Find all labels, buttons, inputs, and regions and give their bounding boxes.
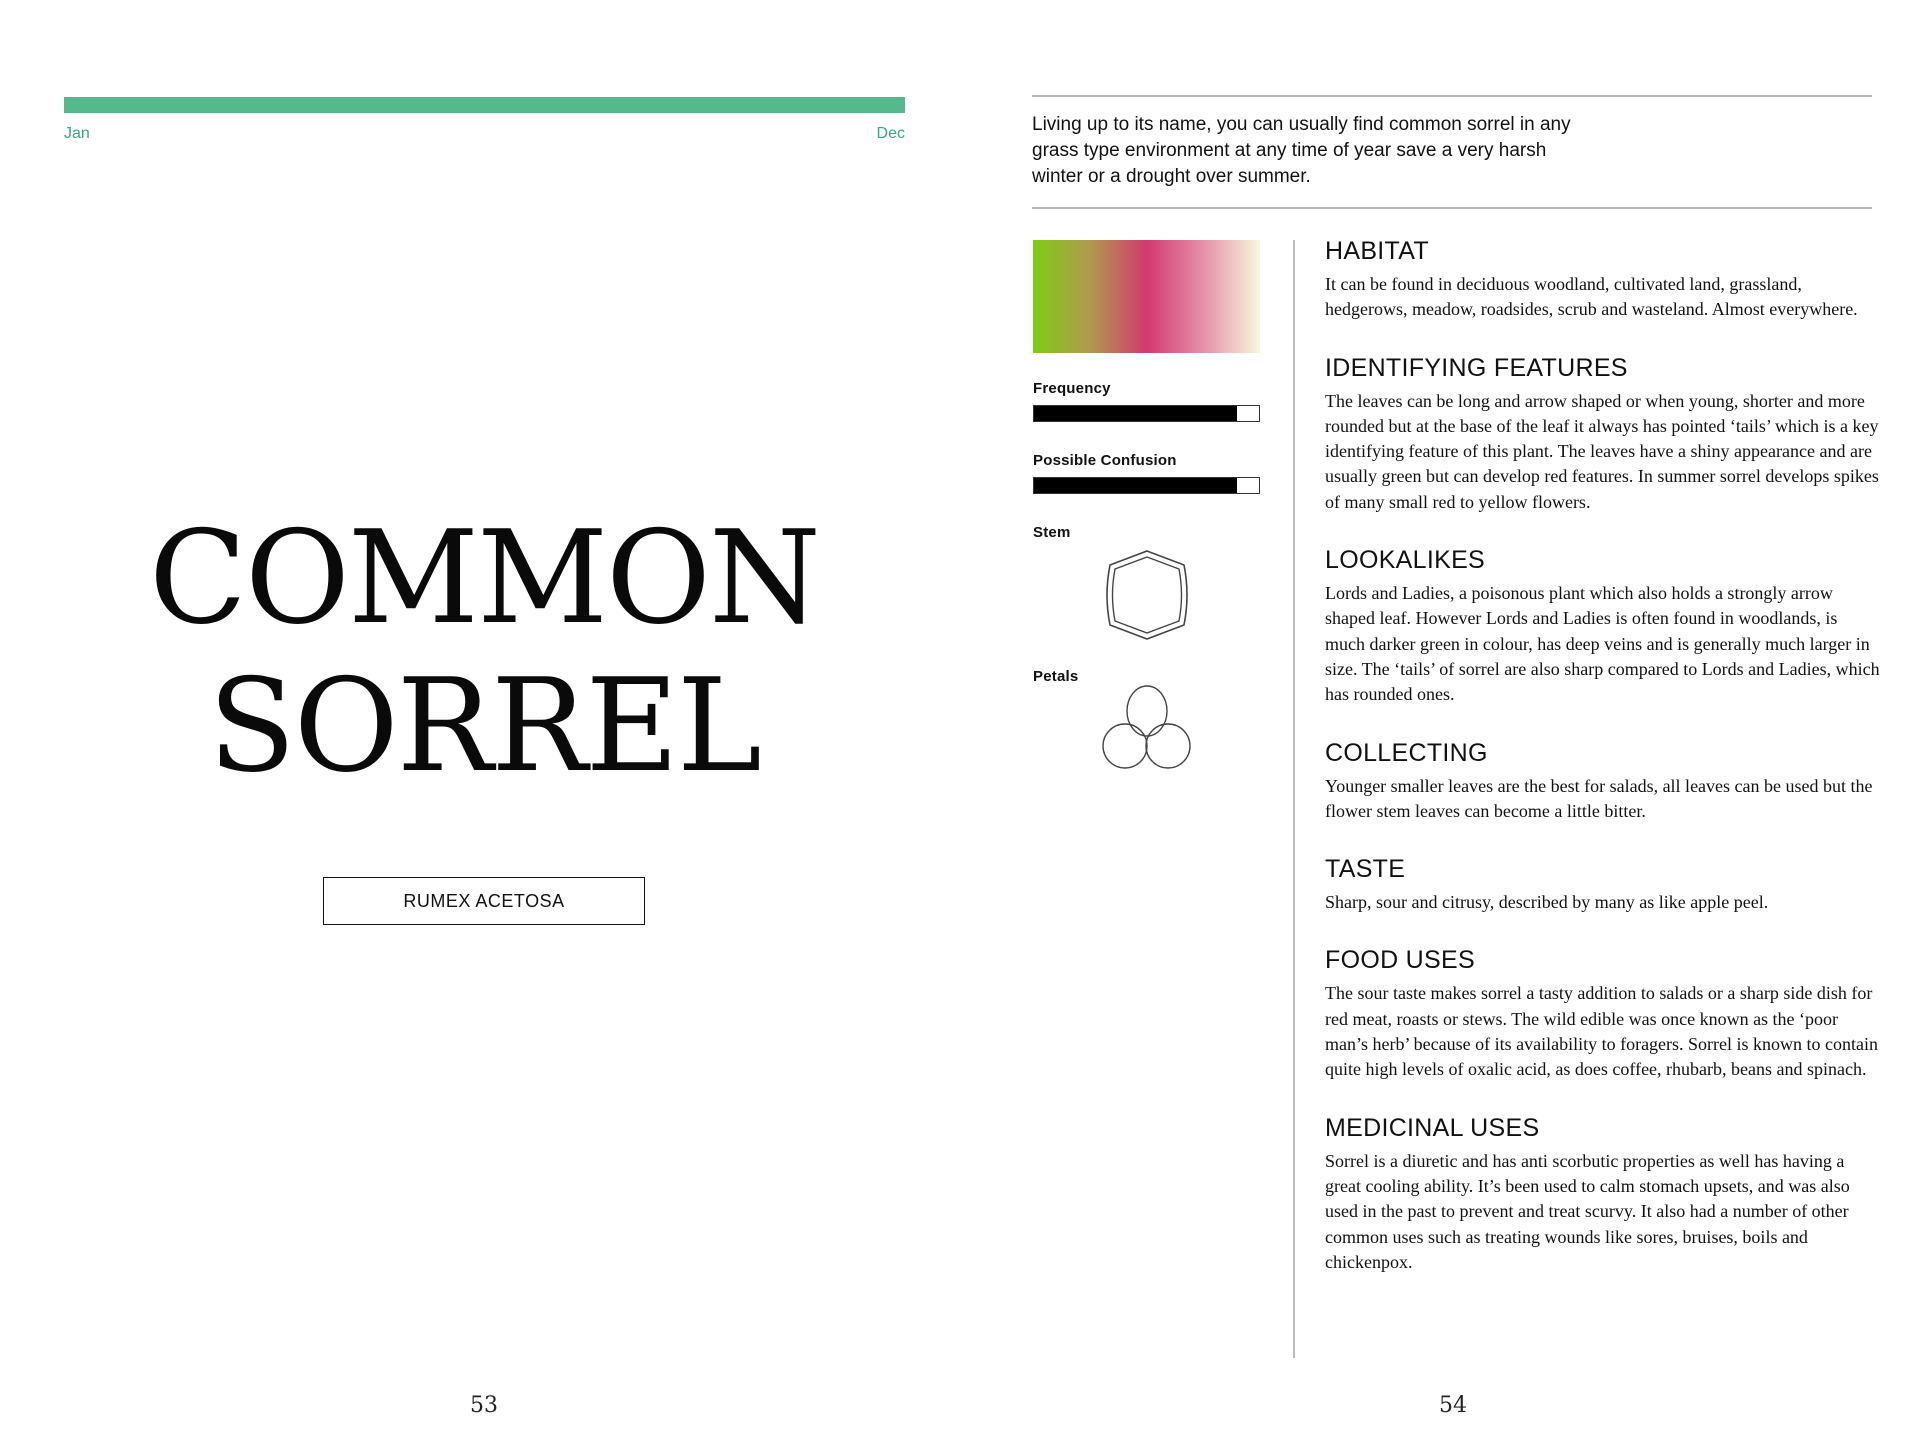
section-body: The leaves can be long and arrow shaped or when young, shorter and more rounded but at the base of the leaf it always has pointed ‘tails’ which is a key identifying feature of this plant. The leaves have a shiny appearance and are usually green but can develop red features. In summer sorrel develops spikes of many small red to yellow flowers. [1325,390,1879,512]
section-identifying-features [1325,353,1880,515]
section-heading: MEDICINAL USES [1325,1113,1540,1142]
section-food-uses [1325,945,1880,1082]
title-line-1: COMMON [149,504,819,653]
frequency-meter [1033,405,1260,422]
frequency-meter-fill [1034,406,1237,421]
hexagonal-stem-icon [1100,548,1194,642]
info-sections [1325,236,1880,1305]
intro-text: Living up to its name, you can usually find common sorrel in any grass type environment at any time of year save a very harsh winter or a drought over summer. [1032,114,1571,187]
section-heading: COLLECTING [1325,738,1488,767]
section-body: It can be found in deciduous woodland, cultivated land, grassland, hedgerows, meadow, roadsides, scrub and wasteland. Almost everywhere. [1325,274,1858,320]
section-body: The sour taste makes sorrel a tasty addition to salads or a sharp side dish for red meat, roasts or stews. The wild edible was once known as the ‘poor man’s herb’ because of its availability to foragers. Sorrel is known to contain quite high levels of oxalic acid, as does coffee, rhubarb, beans and spinach. [1325,983,1879,1080]
colour-swatch [1033,240,1260,353]
confusion-meter [1033,477,1260,494]
section-habitat [1325,236,1880,323]
confusion-meter-fill [1034,478,1237,493]
frequency-label: Frequency [1033,380,1111,397]
page-number-left: 53 [470,1393,498,1418]
season-bar [64,97,905,113]
section-body: Lords and Ladies, a poisonous plant which also holds a strongly arrow shaped leaf. However Lords and Ladies is often found in woodlands, is much darker green in colour, has deep veins and is generally much larger in size. The ‘tails’ of sorrel are also sharp compared to Lords and Ladies, which has rounded ones. [1325,583,1880,705]
section-body: Younger smaller leaves are the best for salads, all leaves can be used but the flower stem leaves can become a little bitter. [1325,775,1873,821]
section-taste [1325,854,1880,915]
section-heading: LOOKALIKES [1325,546,1486,575]
season-start-label: Jan [64,125,90,142]
latin-name-box [323,877,645,925]
section-heading: TASTE [1325,855,1406,884]
confusion-label: Possible Confusion [1033,452,1177,469]
section-heading: IDENTIFYING FEATURES [1325,353,1628,382]
section-heading: HABITAT [1325,237,1429,265]
section-body: Sharp, sour and citrusy, described by many as like apple peel. [1325,892,1769,913]
season-end-label: Dec [876,125,905,142]
latin-name: RUMEX ACETOSA [403,890,565,911]
title-line-2: SORREL [208,652,760,801]
section-body: Sorrel is a diuretic and has anti scorbutic properties as well has having a great cooling ability. It’s been used to calm stomach upsets, and was also used in the past to prevent and treat scurvy. It also had a number of other common uses such as treating wounds like sores, bruises, boils and chickenpox. [1325,1150,1850,1272]
section-collecting [1325,738,1880,825]
three-petal-icon [1100,682,1194,772]
column-divider [1293,240,1295,1358]
intro-bottom-rule [1032,207,1872,209]
petals-label: Petals [1033,668,1079,685]
intro-top-rule [1032,95,1872,97]
page-number-right: 54 [1439,1393,1467,1418]
section-medicinal-uses [1325,1113,1880,1275]
page-title [0,505,968,801]
section-lookalikes [1325,545,1880,707]
stem-label: Stem [1033,524,1071,541]
section-heading: FOOD USES [1325,946,1475,975]
